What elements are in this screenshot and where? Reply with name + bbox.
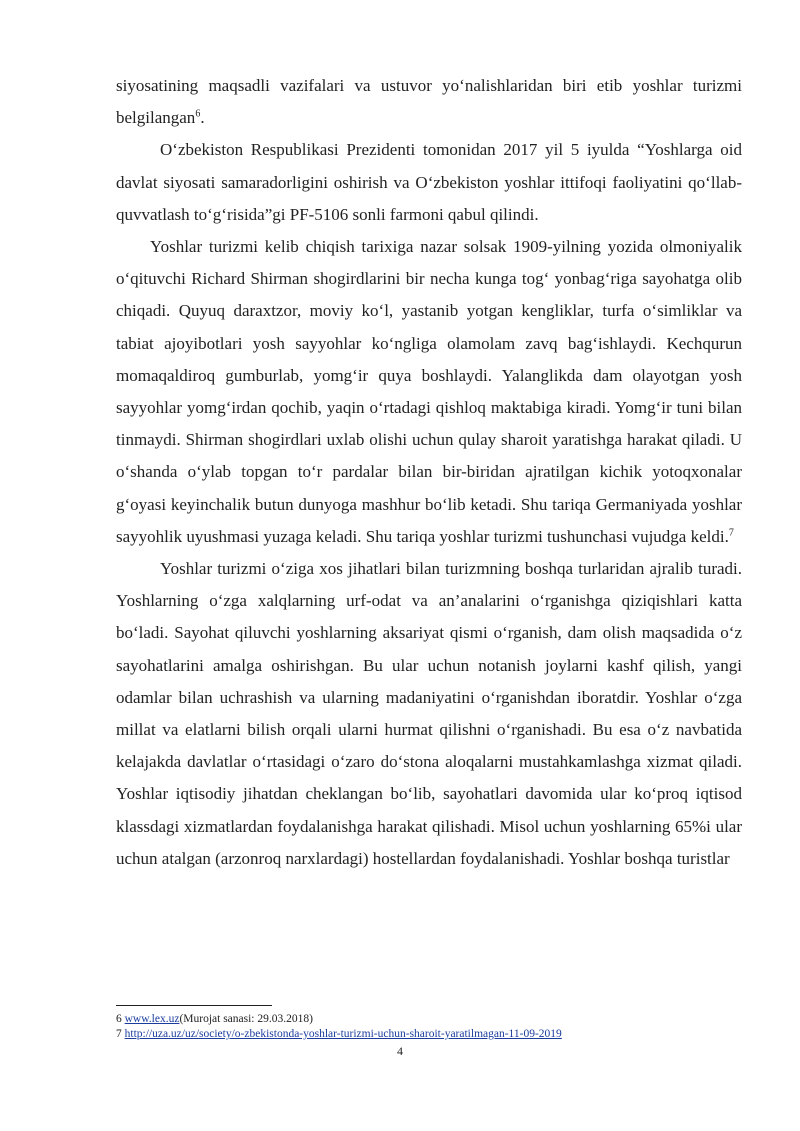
footnote-link-uza[interactable]: http://uza.uz/uz/society/o-zbekistonda-yoshlar-turizmi-uchun-sharoit-yaratilmagan-11-09-2019 [124,1028,562,1040]
paragraph-features: Yoshlar turizmi o‘ziga xos jihatlari bilan turizmning boshqa turlaridan ajralib turadi. Yoshlarning o‘zga xalqlarning urf-odat va an’analarini o‘rganishga qiziqishlari katta bo‘ladi. Sayohat qiluvchi yoshlarning aksariyat qismi o‘rganish, dam olish maqsadida o‘z sayohatlarini amalga oshirishgan. Bu ular uchun notanish joylarni kashf qilish, yangi odamlar bilan uchrashish va ularning madaniyatini o‘rganishdan iboratdir. Yoshlar o‘zga millat va elatlarni bilish orqali ularni hurmat qilishni o‘rganishadi. Bu esa o‘z navbatida kelajakda davlatlar o‘rtasidagi o‘zaro do‘stona aloqalarni mustahkamlashga xizmat qiladi. Yoshlar iqtisodiy jihatdan cheklangan bo‘lib, sayohatlari davomida ular ko‘proq iqtisod klassdagi xizmatlardan foydalanishga harakat qilishadi. Misol uchun yoshlarning 65%i ular uchun atalgan (arzonroq narxlardagi) hostellardan foydalanishadi. Yoshlar boshqa turistlar [116,559,742,868]
footnote-access-date: (Murojat sanasi: 29.03.2018) [179,1013,313,1025]
paragraph-continuation [116,70,742,134]
footnote-ref-6[interactable]: 6 [195,108,201,120]
footnote-6 [116,1012,756,1027]
paragraph-end: . [200,108,205,128]
footnote-link-lex[interactable]: www.lex.uz [124,1013,180,1025]
body-text [116,70,742,875]
paragraph-decree: O‘zbekiston Respublikasi Prezidenti tomonidan 2017 yil 5 iyulda “Yoshlarga oid davlat siyosati samaradorligini oshirish va O‘zbekiston yoshlar ittifoqi faoliyatini qo‘llab-quvvatlash to‘g‘risida”gi PF-5106 sonli farmoni qabul qilindi. [116,140,742,224]
footnote-number: 6 [116,1013,122,1025]
paragraph-text: Yoshlar turizmi kelib chiqish tarixiga nazar solsak 1909-yilning yozida olmoniyalik o‘qituvchi Richard Shirman shogirdlarini bir necha kunga tog‘ yonbag‘riga sayohatga olib chiqadi. Quyuq daraxtzor, moviy ko‘l, yastanib yotgan kengliklar, turfa o‘simliklar va tabiat ajoyibotlari yosh sayyohlar ko‘ngliga olamolam zavq bag‘ishlaydi. Kechqurun momaqaldiroq gumburlab, yomg‘ir quya boshlaydi. Yalanglikda dam olayotgan yosh sayyohlar yomg‘irdan qochib, yaqin o‘rtadagi qishloq maktabiga kiradi. Yomg‘ir tuni bilan tinmaydi. Shirman shogirdlari uxlab olishi uchun qulay sharoit yaratishga harakat qiladi. U o‘shanda o‘ylab topgan to‘r pardalar bilan bir-biridan ajratilgan kichik yotoqxonalar g‘oyasi keyinchalik butun dunyoga mashhur bo‘lib ketadi. Shu tariqa Germaniyada yoshlar sayyohlik uyushmasi yuzaga keladi. Shu tariqa yoshlar turizmi tushunchasi vujudga keldi. [116,237,742,546]
footnotes [116,1012,756,1042]
footnote-number: 7 [116,1028,122,1040]
footnote-separator [116,1005,272,1006]
paragraph-text: siyosatining maqsadli vazifalari va ustuvor yo‘nalishlaridan biri etib yoshlar turizmi belgilangan [116,76,742,128]
paragraph-history [116,231,742,553]
footnote-7 [116,1027,756,1042]
footnote-ref-7[interactable]: 7 [728,527,734,539]
page-number: 4 [397,1044,403,1058]
